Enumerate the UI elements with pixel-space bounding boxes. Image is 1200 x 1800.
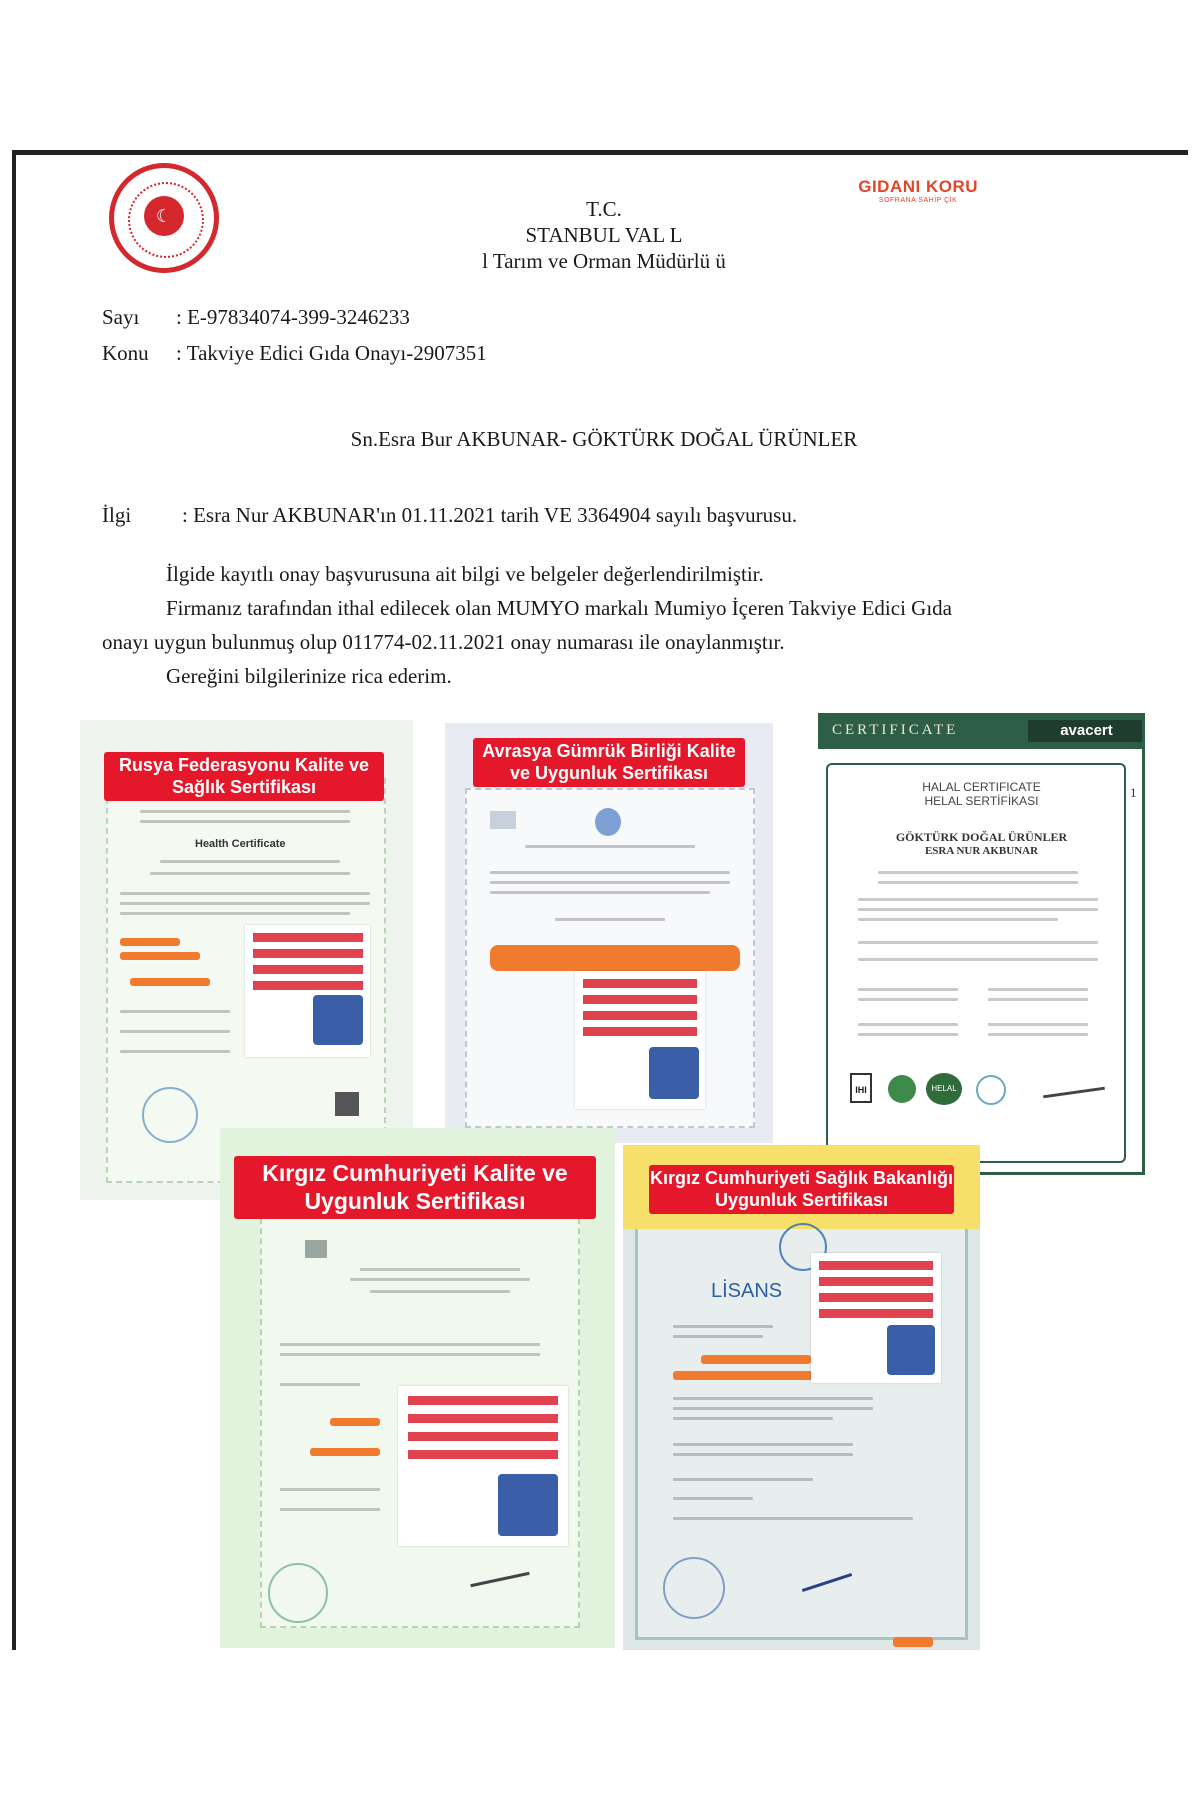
blister-pack xyxy=(649,1047,699,1099)
eaeu-title-tag: Avrasya Gümrük Birliği Kalite ve Uygunluk Sertifikası xyxy=(473,738,745,787)
text-line xyxy=(858,1033,958,1036)
halal-company1: GÖKTÜRK DOĞAL ÜRÜNLER xyxy=(895,830,1068,844)
text-line xyxy=(878,881,1078,884)
text-line xyxy=(673,1407,873,1410)
text-line xyxy=(673,1443,853,1446)
ilgi-label: İlgi xyxy=(102,503,132,527)
text-line xyxy=(280,1488,380,1491)
qr-code-icon xyxy=(335,1092,359,1116)
paragraph-2-line2: onayı uygun bulunmuş olup 011774-02.11.2021 onay numarası ile onaylanmıştır. xyxy=(102,630,785,654)
redaction xyxy=(673,1371,813,1380)
blister-pack xyxy=(887,1325,935,1375)
redaction xyxy=(310,1448,380,1456)
text-line xyxy=(140,810,350,813)
package-stripe xyxy=(253,949,363,958)
addressee: Sn.Esra Bur AKBUNAR- GÖKTÜRK DOĞAL ÜRÜNLER xyxy=(350,427,858,451)
halal-company2: ESRA NUR AKBUNAR xyxy=(924,845,1039,857)
russia-title-tag: Rusya Federasyonu Kalite ve Sağlık Sertifikası xyxy=(104,752,384,801)
eaeu-logo-icon xyxy=(595,808,621,836)
package-stripe xyxy=(583,979,697,988)
kyrgyz-health-title-tag: Kırgız Cumhuriyeti Sağlık Bakanlığı Uygunluk Sertifikası xyxy=(649,1165,954,1214)
halal-logo-ihi: IHI xyxy=(850,1073,872,1103)
logo-slogan: SOFRANA SAHİP ÇIK xyxy=(878,197,958,204)
blister-pack xyxy=(313,995,363,1045)
redaction xyxy=(120,938,180,946)
ilgi-value: : Esra Nur AKBUNAR'ın 01.11.2021 tarih VE 3364904 sayılı başvurusu. xyxy=(182,503,798,527)
text-line xyxy=(988,1023,1088,1026)
text-line xyxy=(858,918,1058,921)
kyrgyz-quality-stamp xyxy=(268,1563,328,1623)
paragraph-2-line1: Firmanız tarafından ithal edilecek olan MUMYO markalı Mumiyo İçeren Takviye Edici Gıda xyxy=(166,596,952,620)
package-stripe xyxy=(253,965,363,974)
redaction xyxy=(330,1418,380,1426)
halal-issuer: avacert xyxy=(1028,720,1145,742)
text-line xyxy=(858,1023,958,1026)
text-line xyxy=(858,998,958,1001)
text-line xyxy=(988,998,1088,1001)
halal-inner-frame xyxy=(826,763,1126,1163)
text-line xyxy=(140,820,350,823)
package-stripe xyxy=(819,1293,933,1302)
text-line xyxy=(673,1325,773,1328)
blister-pack xyxy=(498,1474,558,1536)
halal-logo-helal: HELAL xyxy=(926,1073,962,1105)
package-stripe xyxy=(819,1261,933,1270)
text-line xyxy=(280,1343,540,1346)
text-line xyxy=(525,845,695,848)
text-line xyxy=(350,1278,530,1281)
text-line xyxy=(360,1268,520,1271)
paragraph-1: İlgide kayıtlı onay başvurusuna ait bilgi ve belgeler değerlendirilmiştir. xyxy=(166,562,764,586)
halal-line1: HALAL CERTIFICATE xyxy=(922,780,1041,794)
emblem-icon xyxy=(305,1240,327,1258)
product-image xyxy=(811,1253,941,1383)
konu-row xyxy=(102,341,487,366)
text-line xyxy=(673,1497,753,1500)
text-line xyxy=(673,1478,813,1481)
product-image xyxy=(245,925,370,1057)
konu-value: : Takviye Edici Gıda Onayı-2907351 xyxy=(176,341,487,365)
sayi-value: : E-97834074-399-3246233 xyxy=(176,305,410,329)
package-stripe xyxy=(819,1309,933,1318)
redaction xyxy=(893,1637,933,1647)
header-mudurluk: l Tarım ve Orman Müdürlü ü xyxy=(482,249,726,273)
text-line xyxy=(280,1508,380,1511)
text-line xyxy=(673,1397,873,1400)
package-stripe xyxy=(583,1027,697,1036)
header-valilik: STANBUL VAL L xyxy=(525,223,683,247)
kyrgyz-quality-title-tag: Kırgız Cumhuriyeti Kalite ve Uygunluk Sertifikası xyxy=(234,1156,596,1219)
kyrgyz-license-label: LİSANS xyxy=(711,1280,783,1302)
text-line xyxy=(490,881,730,884)
package-stripe xyxy=(408,1432,558,1441)
text-line xyxy=(150,872,350,875)
text-line xyxy=(858,958,1098,961)
text-line xyxy=(280,1353,540,1356)
text-line xyxy=(858,898,1098,901)
redaction xyxy=(130,978,210,986)
text-line xyxy=(120,1010,230,1013)
text-line xyxy=(878,871,1078,874)
text-line xyxy=(858,908,1098,911)
halal-line2: HELAL SERTİFİKASI xyxy=(924,794,1039,808)
text-line xyxy=(280,1383,360,1386)
halal-logo-green xyxy=(888,1075,916,1103)
package-stripe xyxy=(408,1450,558,1459)
kyrgyz-health-stamp xyxy=(663,1557,725,1619)
text-line xyxy=(370,1290,510,1293)
halal-logo-blue xyxy=(976,1075,1006,1105)
sayi-row xyxy=(102,305,410,330)
package-stripe xyxy=(408,1396,558,1405)
logo-text: GIDANI KORU xyxy=(858,177,978,196)
text-line xyxy=(673,1517,913,1520)
eaeu-certificate xyxy=(445,723,773,1143)
text-line xyxy=(120,902,370,905)
header-tc: T.C. xyxy=(586,197,622,221)
paragraph-3: Gereğini bilgilerinize rica ederim. xyxy=(166,664,452,688)
text-line xyxy=(555,918,665,921)
halal-certificate xyxy=(818,713,1145,1175)
text-line xyxy=(858,988,958,991)
text-line xyxy=(120,1030,230,1033)
product-image xyxy=(398,1386,568,1546)
emblem-icon xyxy=(490,811,516,829)
text-line xyxy=(673,1453,853,1456)
kyrgyz-quality-certificate xyxy=(220,1128,615,1648)
konu-label: Konu xyxy=(102,341,149,365)
text-line xyxy=(858,941,1098,944)
text-line xyxy=(988,988,1088,991)
text-line xyxy=(120,892,370,895)
text-line xyxy=(673,1417,833,1420)
text-line xyxy=(490,891,710,894)
russia-stamp xyxy=(142,1087,198,1143)
russia-doc-heading: Health Certificate xyxy=(195,838,286,850)
ilgi-row xyxy=(102,503,797,528)
redaction xyxy=(701,1355,811,1364)
halal-brand: CERTIFICATE xyxy=(832,722,959,738)
package-stripe xyxy=(583,995,697,1004)
text-line xyxy=(988,1033,1088,1036)
product-image xyxy=(575,971,705,1109)
crescent-star-icon: ☾ xyxy=(144,196,184,236)
text-line xyxy=(490,871,730,874)
text-line xyxy=(160,860,340,863)
halal-side-mark: 1 xyxy=(1130,785,1137,800)
package-stripe xyxy=(408,1414,558,1423)
text-line xyxy=(120,912,350,915)
package-stripe xyxy=(819,1277,933,1286)
redaction xyxy=(120,952,200,960)
sayi-label: Sayı xyxy=(102,305,140,329)
package-stripe xyxy=(583,1011,697,1020)
package-stripe xyxy=(253,981,363,990)
redaction-bar xyxy=(490,945,740,971)
text-line xyxy=(120,1050,230,1053)
kyrgyz-health-certificate xyxy=(623,1145,980,1650)
text-line xyxy=(673,1335,763,1338)
package-stripe xyxy=(253,933,363,942)
